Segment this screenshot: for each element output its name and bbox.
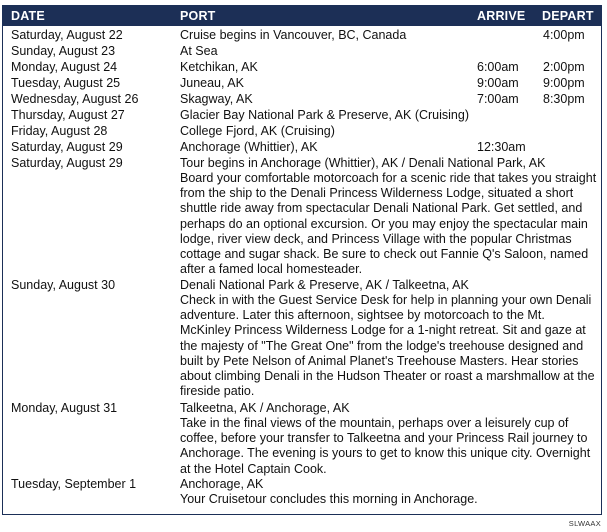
row-port: Skagway, AK xyxy=(180,92,253,106)
row-depart: 9:00pm xyxy=(543,76,585,90)
row-description: Take in the final views of the mountain, perhaps over a leisurely cup of coffee, before your transfer to Talkeetna and your Princess Rail journey to Anchorage. The evening is yours to get to know this unique city. Overnight at the Hotel Captain Cook. xyxy=(180,416,591,476)
itinerary-table xyxy=(2,5,602,515)
row-depart: 4:00pm xyxy=(543,28,585,42)
row-port: Denali National Park & Preserve, AK / Talkeetna, AK xyxy=(180,278,469,292)
row-description: Board your comfortable motorcoach for a scenic ride that takes you straight from the ship to the Denali Princess Wilderness Lodge, situated a short shuttle ride away from spectacular Denali National Park. Get settled, and perhaps do an optional excursion. Or you may enjoy the spectacular main lodge, river view deck, and Princess Village with the popular Christmas cottage and sugar shack. Be sure to check out Fannie Q's Saloon, named after a famed local homesteader. xyxy=(180,171,597,277)
row-port: Cruise begins in Vancouver, BC, Canada xyxy=(180,28,407,42)
row-port: At Sea xyxy=(180,44,218,58)
row-arrive: 9:00am xyxy=(477,76,519,90)
row-date: Tuesday, September 1 xyxy=(11,477,137,491)
row-depart: 2:00pm xyxy=(543,60,585,74)
document-code: SLWAAX xyxy=(568,519,601,528)
header-arrive: ARRIVE xyxy=(477,9,526,23)
row-arrive: 7:00am xyxy=(477,92,519,106)
row-date: Thursday, August 27 xyxy=(11,108,125,122)
row-date: Sunday, August 30 xyxy=(11,278,116,292)
row-date: Saturday, August 22 xyxy=(11,28,123,42)
row-depart: 8:30pm xyxy=(543,92,585,106)
row-date: Tuesday, August 25 xyxy=(11,76,121,90)
header-port: PORT xyxy=(180,9,216,23)
row-port: Ketchikan, AK xyxy=(180,60,258,74)
row-port: Glacier Bay National Park & Preserve, AK (Cruising) xyxy=(180,108,469,122)
row-description: Your Cruisetour concludes this morning in Anchorage. xyxy=(180,492,478,506)
row-port: Anchorage (Whittier), AK xyxy=(180,140,318,154)
row-arrive: 12:30am xyxy=(477,140,526,154)
row-date: Saturday, August 29 xyxy=(11,156,123,170)
header-depart: DEPART xyxy=(542,9,594,23)
row-arrive: 6:00am xyxy=(477,60,519,74)
table-header xyxy=(3,6,601,26)
row-date: Monday, August 24 xyxy=(11,60,118,74)
row-port: Tour begins in Anchorage (Whittier), AK / Denali National Park, AK xyxy=(180,156,546,170)
row-port: College Fjord, AK (Cruising) xyxy=(180,124,335,138)
header-date: DATE xyxy=(11,9,45,23)
row-date: Sunday, August 23 xyxy=(11,44,116,58)
row-port: Talkeetna, AK / Anchorage, AK xyxy=(180,401,350,415)
row-port: Anchorage, AK xyxy=(180,477,264,491)
row-port: Juneau, AK xyxy=(180,76,244,90)
row-date: Saturday, August 29 xyxy=(11,140,123,154)
row-date: Monday, August 31 xyxy=(11,401,118,415)
row-date: Friday, August 28 xyxy=(11,124,108,138)
row-date: Wednesday, August 26 xyxy=(11,92,139,106)
row-description: Check in with the Guest Service Desk for help in planning your own Denali adventure. Later this afternoon, sightsee by motorcoach to the Mt. McKinley Princess Wilderness Lodge for a 1-night retreat. Sit and gaze at the majesty of "The Great One" from the lodge's treehouse designed and built by Pete Nelson of Animal Planet's Treehouse Masters. Hear stories about climbing Denali in the Hudson Theater or roast a marshmallow at the fireside patio. xyxy=(180,293,595,399)
